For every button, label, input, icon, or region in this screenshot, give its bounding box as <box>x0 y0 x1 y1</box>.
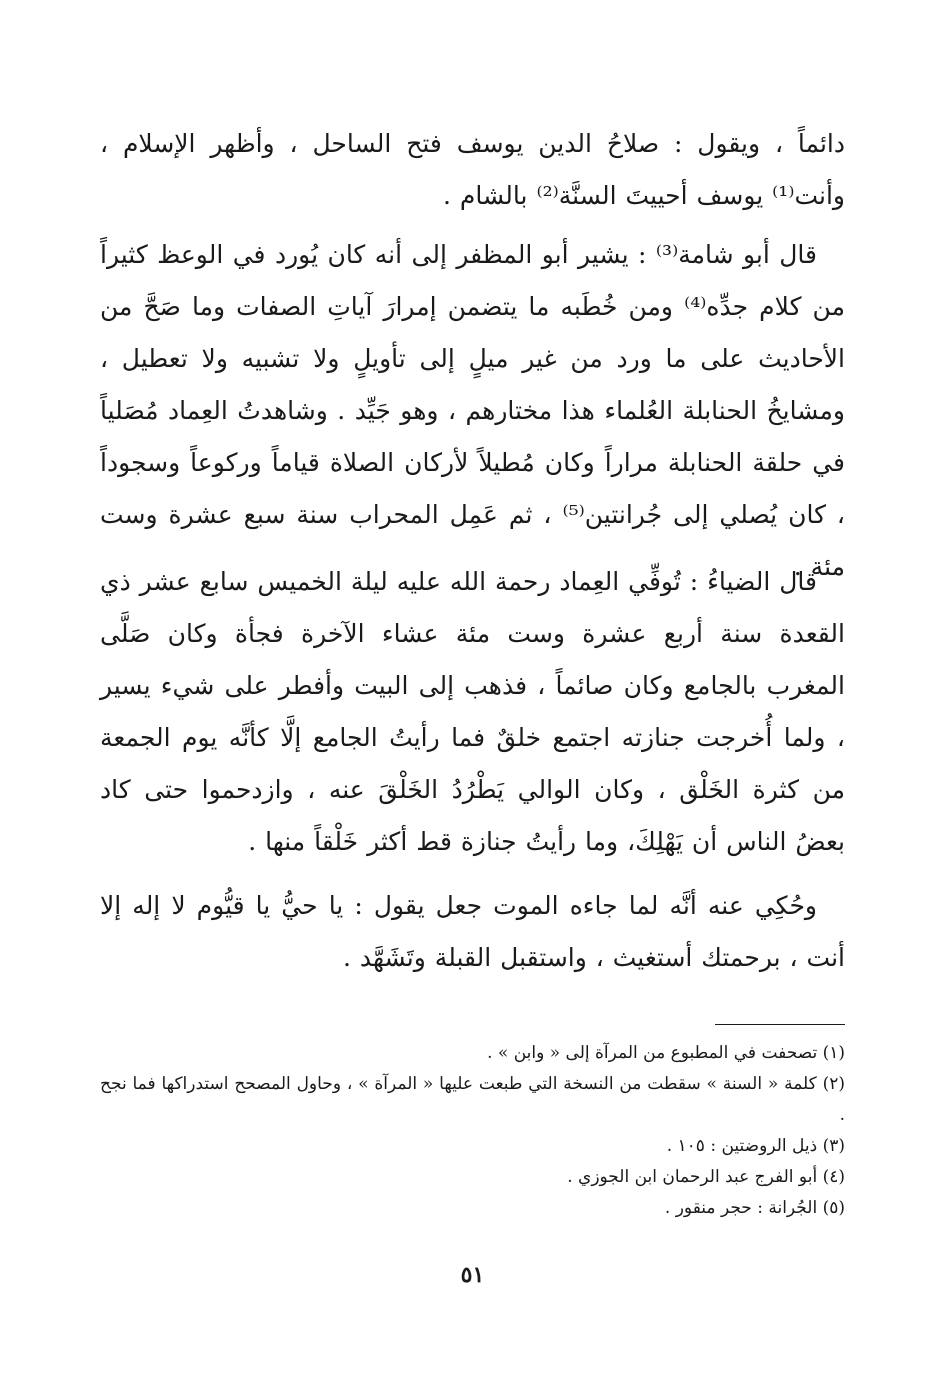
footnote-2: (٢) كلمة « السنة » سقطت من النسخة التي طبعت عليها « المرآة » ، وحاول المصحح استدراكها فما نجح . <box>100 1074 845 1125</box>
paragraph-2: قال أبو شامة⁽³⁾ : يشير أبو المظفر إلى أنه كان يُورد في الوعظ كثيراً من كلام جدِّه⁽⁴⁾ ومن خُطَبه ما يتضمن إمرارَ آياتِ الصفات وما صَحَّ من الأحاديث على ما ورد من غير ميلٍ إلى تأويلٍ ولا تشبيه ولا تعطيل ، ومشايخُ الحنابلة العُلماء هذا مختارهم ، وهو جَيِّد . وشاهدتُ العِماد مُصَلياً في حلقة الحنابلة مراراً وكان مُطيلاً لأركان الصلاة قياماً وركوعاً وسجوداً ، كان يُصلي إلى جُرانتين⁽⁵⁾ ، ثم عَمِل المحراب سنة سبع عشرة وست مئة . <box>100 240 845 581</box>
footnote-3: (٣) ذيل الروضتين : ١٠٥ . <box>666 1136 845 1156</box>
footnotes <box>100 1038 845 1224</box>
page-number: ٥١ <box>460 1262 485 1288</box>
footnote-4: (٤) أبو الفرج عبد الرحمان ابن الجوزي . <box>567 1167 845 1187</box>
footnote-5: (٥) الجُرانة : حجر منقور . <box>664 1198 845 1218</box>
footnote-separator <box>715 1024 845 1025</box>
paragraph-3: قال الضياءُ : تُوفِّي العِماد رحمة الله عليه ليلة الخميس سابع عشر ذي القعدة سنة أربع عشرة وست مئة عشاء الآخرة فجأة وكان صَلَّى المغرب بالجامع وكان صائماً ، فذهب إلى البيت وأفطر على شيء يسير ، ولما أُخرجت جنازته اجتمع خلقٌ فما رأيتُ الجامع إلَّا كأنَّه يوم الجمعة من كثرة الخَلْق ، وكان الوالي يَطْرُدُ الخَلْقَ عنه ، وازدحموا حتى كاد بعضُ الناس أن يَهْلِكَ، وما رأيتُ جنازة قط أكثر خَلْقاً منها . <box>100 567 845 856</box>
paragraph-1: دائماً ، ويقول : صلاحُ الدين يوسف فتح الساحل ، وأظهر الإسلام ، وأنت⁽¹⁾ يوسف أحييتَ السنَّة⁽²⁾ بالشام . <box>100 129 845 210</box>
footnote-1: (١) تصحفت في المطبوع من المرآة إلى « وابن » . <box>487 1043 845 1063</box>
paragraph-4: وحُكِي عنه أنَّه لما جاءه الموت جعل يقول : يا حيُّ يا قيُّوم لا إله إلا أنت ، برحمتك أستغيث ، واستقبل القبلة وتَشَهَّد . <box>100 891 845 972</box>
